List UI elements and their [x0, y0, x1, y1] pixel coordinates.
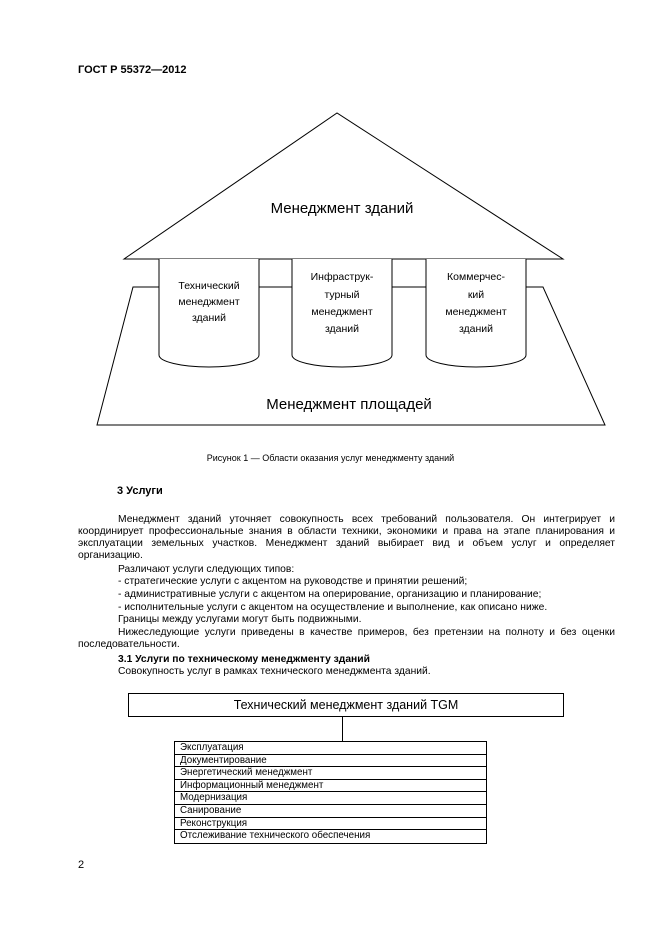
- figure-caption: Рисунок 1 — Области оказания услуг менеджменту зданий: [206, 453, 455, 463]
- pillar-label-line: менеджмент: [178, 296, 240, 308]
- pillar-label-line: турный: [324, 289, 360, 301]
- base-label: Менеджмент площадей: [266, 396, 432, 413]
- section-heading: 3 Услуги: [117, 485, 163, 497]
- list-item: - исполнительные услуги с акцентом на осуществление и выполнение, как описано ниже.: [118, 602, 548, 613]
- roof-label: Менеджмент зданий: [270, 200, 414, 217]
- list-item: - административные услуги с акцентом на оперирование, организацию и планирование;: [118, 589, 542, 600]
- pillar-label-line: Технический: [178, 280, 240, 292]
- list-item: Санирование: [175, 805, 486, 818]
- pillar-label-line: Инфраструк-: [310, 271, 374, 283]
- types-intro: Различают услуги следующих типов:: [118, 564, 295, 575]
- paragraph: Нижеследующие услуги приведены в качестве примеров, без претензии на полноту и без оценки последовательности.: [78, 627, 615, 650]
- subsection-heading: 3.1 Услуги по техническому менеджменту зданий: [118, 654, 370, 665]
- list-item: Информационный менеджмент: [175, 780, 486, 793]
- document-code: ГОСТ Р 55372—2012: [78, 64, 187, 76]
- pillar-label-line: зданий: [458, 323, 494, 335]
- list-item: Отслеживание технического обеспечения: [180, 830, 371, 842]
- list-item: Энергетический менеджмент: [175, 767, 486, 780]
- building-management-diagram: [0, 0, 661, 460]
- pillar-label-line: зданий: [191, 312, 227, 324]
- borders-note: Границы между услугами могут быть подвижными.: [118, 614, 362, 625]
- pillar-label-line: менеджмент: [311, 306, 373, 318]
- tgm-service-list: [174, 741, 487, 844]
- roof-triangle: [124, 113, 563, 259]
- pillar-label-line: Коммерчес-: [447, 271, 505, 283]
- pillar-label-line: менеджмент: [445, 306, 507, 318]
- list-item: Эксплуатация: [175, 742, 486, 755]
- list-item: - стратегические услуги с акцентом на руководстве и принятии решений;: [118, 576, 468, 587]
- list-item: Реконструкция: [175, 818, 486, 831]
- paragraph: Менеджмент зданий уточняет совокупность всех требований пользователя. Он интегрирует и координирует профессиональные знания в области техники, экономики и права на этапе планирования и эксплуатации земельных участков. Менеджмент зданий выбирает вид и объем услуг и определяет организацию.: [78, 514, 615, 561]
- list-item: Модернизация: [175, 792, 486, 805]
- subsection-intro: Совокупность услуг в рамках технического менеджмента зданий.: [118, 666, 431, 677]
- tgm-title-box: Технический менеджмент зданий TGM: [128, 693, 564, 717]
- connector-line: [342, 717, 343, 741]
- list-item: Документирование: [175, 755, 486, 768]
- pillar-label-line: кий: [467, 289, 485, 301]
- pillar-label-line: зданий: [324, 323, 360, 335]
- page-number: 2: [78, 859, 85, 871]
